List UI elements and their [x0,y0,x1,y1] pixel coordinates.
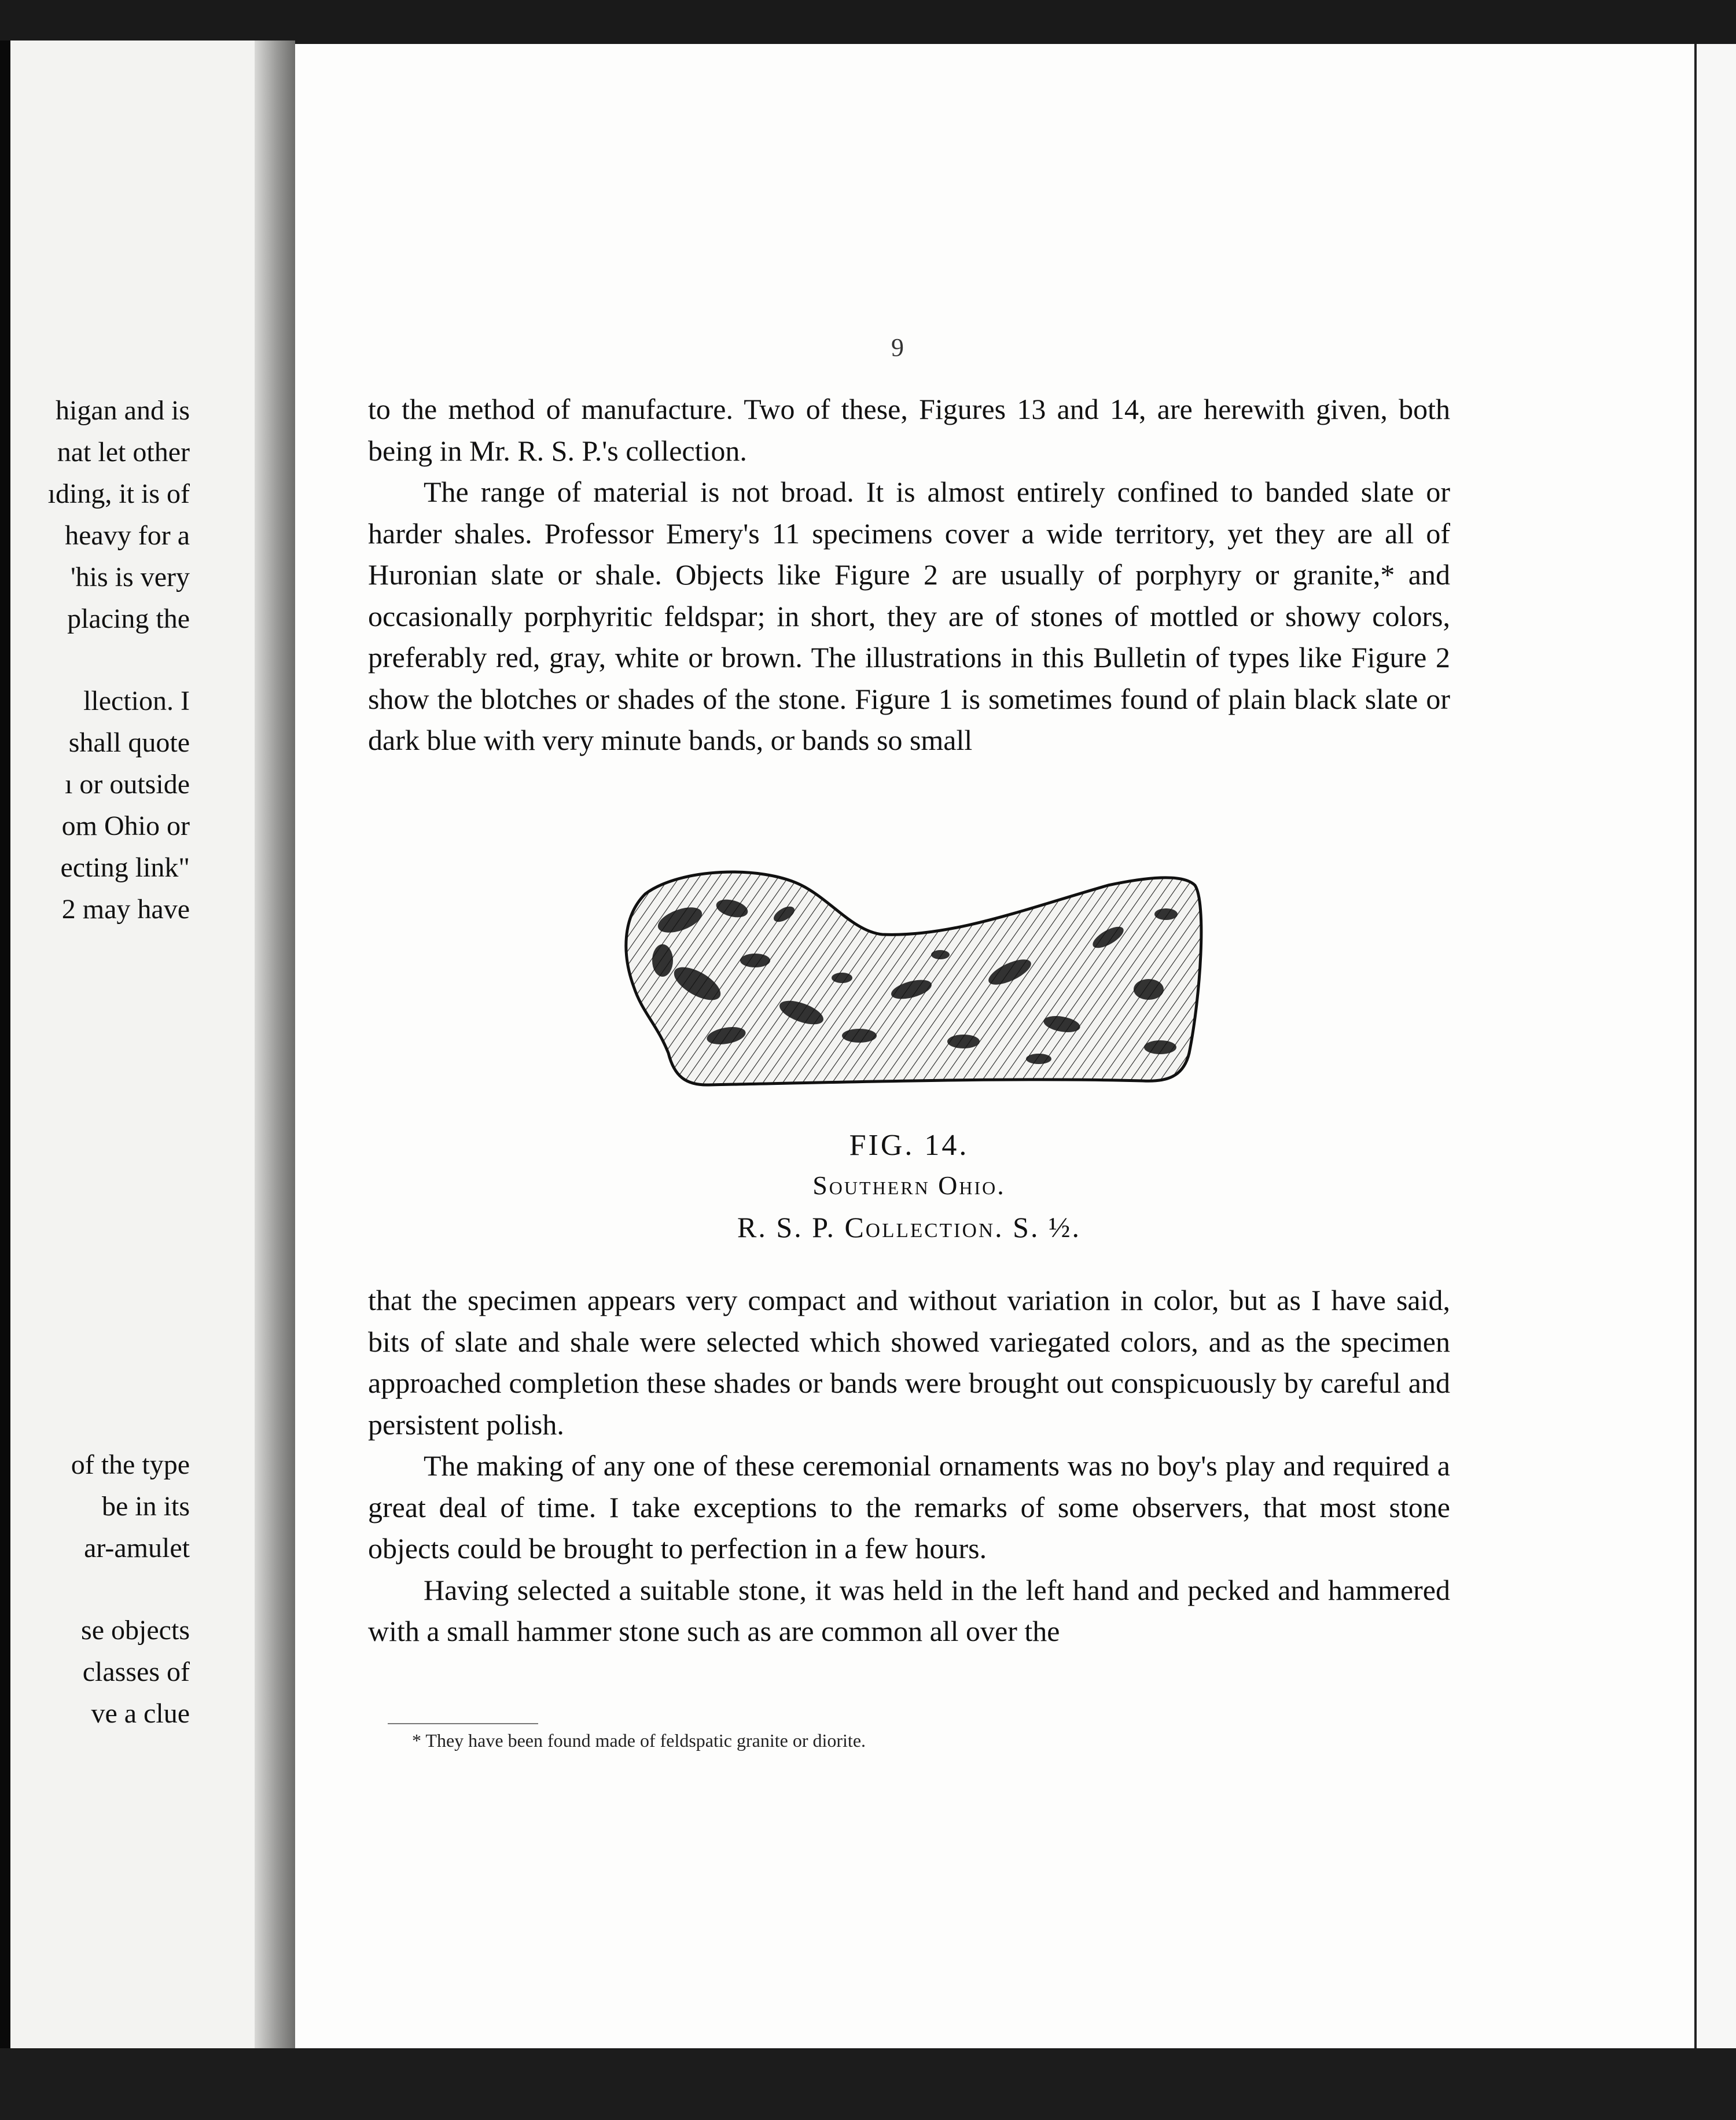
left-page-edge [0,41,10,2060]
left-line: be in its [102,1491,190,1522]
left-line: ıding, it is of [47,479,190,509]
paragraph-text: that the specimen appears very compact and without variation in color, but as I have said, bits of slate and shale were selected which showed variegated colors, and as the specimen approached completion these shades or bands were brought out conspicuously by careful and persistent polish. [368,1284,1450,1441]
paragraph-after-figure [368,1280,1450,1652]
left-page [0,41,255,2060]
book-gutter [255,41,295,2060]
left-line: higan and is [56,395,190,426]
paragraph-text: The range of material is not broad. It is almost entirely confined to banded slate or harder shales. Professor Emery's 11 specimens cover a wide territory, yet they are all of Huronian slate or shale. Objects like Figure 2 are usually of porphyry or granite,* and occasionally porphyritic feldspar; in short, they are of stones of mottled or showy colors, preferably red, gray, white or brown. The illustrations in this Bulletin of types like Figure 2 show the blotches or shades of the stone. Figure 1 is sometimes found of plain black slate or dark blue with very minute bands, or bands so small [368,476,1450,756]
left-line: om Ohio or [61,811,190,841]
footnote: * They have been found made of feldspatic granite or diorite. [412,1730,866,1751]
left-line: ı or outside [65,769,190,800]
figure-14-illustration [610,862,1212,1091]
left-line: se objects [81,1615,190,1646]
paragraph-text: to the method of manufacture. Two of these, Figures 13 and 14, are herewith given, both being in Mr. R. S. P.'s collection. [368,393,1450,467]
figure-label: FIG. 14. [849,1129,969,1162]
left-line: shall quote [68,727,190,758]
page-number: 9 [891,333,904,362]
left-line: ecting link" [60,852,190,883]
left-line: heavy for a [65,520,190,551]
left-line: 'his is very [71,562,190,592]
figure-location: Southern Ohio. [812,1171,1006,1200]
right-page-edge [1694,44,1736,2062]
scan-border-top [0,0,1736,46]
scan-border-bottom [0,2048,1736,2120]
left-line: llection. I [83,686,190,716]
left-line: ar-amulet [84,1533,190,1563]
paragraph-text: The making of any one of these ceremonial ornaments was no boy's play and required a great deal of time. I take exceptions to the remarks of some observers, that most stone objects could be brought to perfection in a few hours. [368,1449,1450,1565]
left-line: classes of [82,1657,190,1687]
left-line: ve a clue [91,1698,190,1729]
figure-collection: R. S. P. Collection. S. ½. [737,1211,1081,1243]
footnote-rule [388,1723,538,1724]
left-line: nat let other [57,437,190,468]
left-line: 2 may have [61,894,190,925]
left-line: of the type [71,1449,190,1480]
paragraph-continuation [368,389,1450,761]
left-line: placing the [67,603,190,634]
paragraph-text: Having selected a suitable stone, it was held in the left hand and pecked and hammered with a small hammer stone such as are common all over the [368,1573,1450,1647]
